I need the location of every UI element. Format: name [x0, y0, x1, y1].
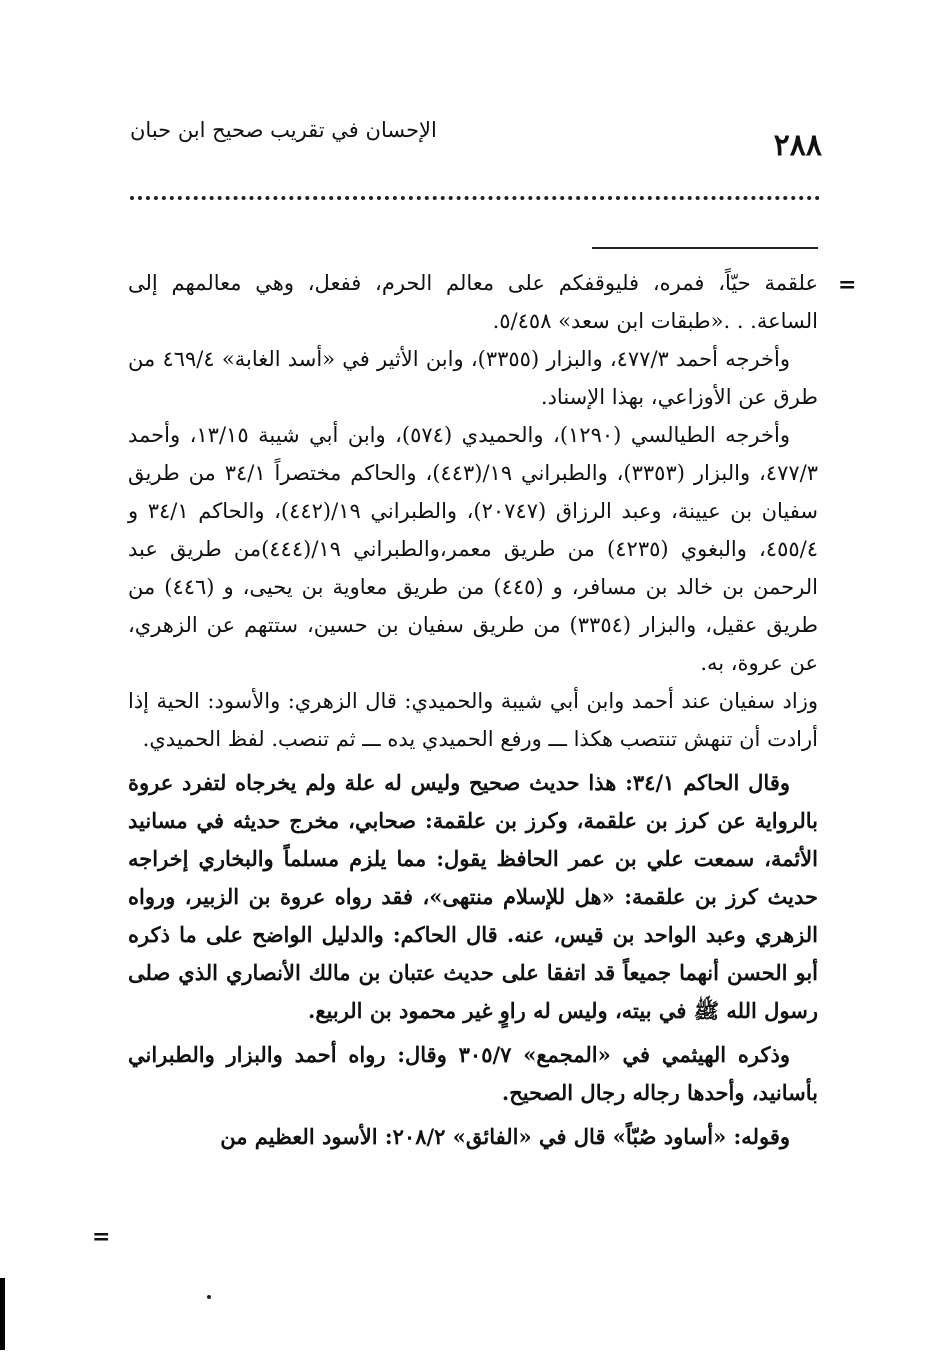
paragraph-5: وقال الحاكم ٣٤/١: هذا حديث صحيح وليس له علة ولم يخرجاه لتفرد عروة بالرواية عن كرز بن علقمة، وكرز بن علقمة: صحابي، مخرج حديثه في مسانيد الأئمة، سمعت علي بن عمر الحافظ يقول: مما يلزم مسلماً والبخاري إخراجه حديث كرز بن علقمة: «هل للإسلام منتهى»، فقد رواه عروة بن الزبير، ورواه الزهري وعبد الواحد بن قيس، عنه. قال الحاكم: والدليل الواضح على ما ذكره أبو الحسن أنهما جميعاً قد اتفقا على حديث عتبان بن مالك الأنصاري الذي صلى رسول الله ﷺ في بيته، وليس له راوٍ غير محمود بن الربيع.	[128, 770, 818, 1023]
paragraph-6: وذكره الهيثمي في «المجمع» ٣٠٥/٧ وقال: رواه أحمد والبزار والطبراني بأسانيد، وأحدها رجاله رجال الصحيح.	[128, 1042, 818, 1105]
continuation-mark-bottom: =	[92, 1224, 111, 1250]
scan-speck	[207, 1295, 211, 1299]
scan-edge-mark	[0, 1278, 5, 1350]
page-number: ٢٨٨	[773, 128, 822, 163]
paragraph-2: وأخرجه أحمد ٤٧٧/٣، والبزار (٣٣٥٥)، وابن الأثير في «أسد الغابة» ٤٦٩/٤ من طرق عن الأوزاعي، بهذا الإسناد.	[128, 347, 818, 409]
paragraph-3: وأخرجه الطيالسي (١٢٩٠)، والحميدي (٥٧٤)، وابن أبي شيبة ١٣/١٥، وأحمد ٤٧٧/٣، والبزار (٣٣٥٣)، والطبراني ١٩/(٤٤٣)، والحاكم مختصراً ٣٤/١ من طريق سفيان بن عيينة، وعبد الرزاق (٢٠٧٤٧)، والطبراني ١٩/(٤٤٢)، والحاكم ٣٤/١ و ٤٥٥/٤، والبغوي (٤٢٣٥) من طريق معمر،والطبراني ١٩/(٤٤٤)من طريق عبد الرحمن بن خالد بن مسافر، و (٤٤٥) من طريق معاوية بن يحيى، و (٤٤٦) من طريق عقيل، والبزار (٣٣٥٤) من طريق سفيان بن حسين، ستتهم عن الزهري، عن عروة، به.	[128, 423, 819, 675]
footnote-body	[128, 264, 818, 1156]
footnote-separator-rule	[592, 247, 818, 249]
continuation-mark-top: =	[838, 272, 857, 298]
paragraph-1: علقمة حيّاً، فمره، فليوقفكم على معالم الحرم، ففعل، وهي معالمهم إلى الساعة. . .«طبقات ابن سعد» ٥/٤٥٨.	[128, 271, 818, 333]
header-dotted-rule	[130, 196, 820, 200]
paragraph-7: وقوله: «أساود صُبّاً» قال في «الفائق» ٢٠٨/٢: الأسود العظيم من	[220, 1124, 790, 1149]
running-header-title: الإحسان في تقريب صحيح ابن حبان	[130, 118, 437, 142]
paragraph-4: وزاد سفيان عند أحمد وابن أبي شيبة والحميدي: قال الزهري: والأسود: الحية إذا أرادت أن تنهش تنتصب هكذا ـــ ورفع الحميدي يده ـــ ثم تنصب. لفظ الحميدي.	[128, 689, 818, 751]
